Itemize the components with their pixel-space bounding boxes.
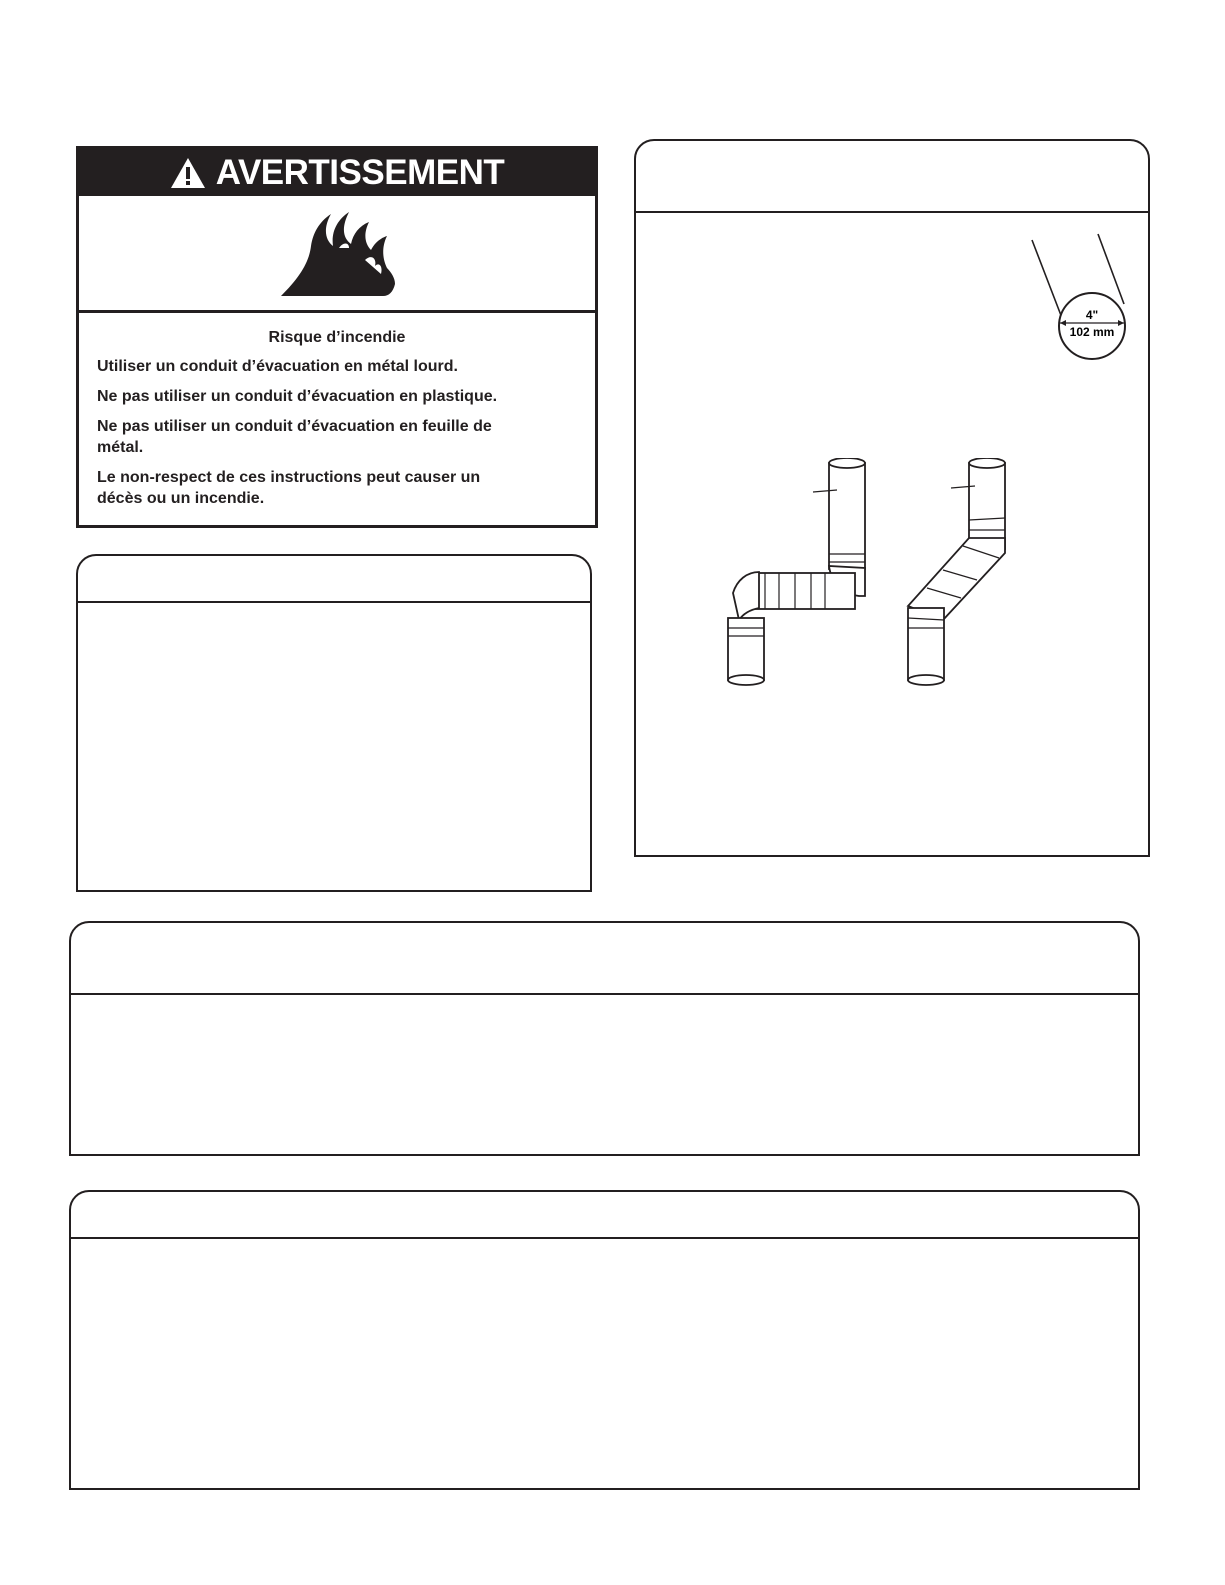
wide-panel-2 (69, 1190, 1140, 1490)
diameter-inches: 4" (1085, 308, 1099, 322)
warning-line-1: Utiliser un conduit d’évacuation en métal lourd. (97, 358, 458, 375)
warning-triangle-icon (170, 157, 206, 189)
panel-divider (636, 211, 1148, 213)
risk-title: Risque d’incendie (268, 329, 406, 346)
elbow-duct-illustration-1 (725, 458, 875, 688)
panel-divider (78, 601, 590, 603)
wide-panel-1 (69, 921, 1140, 1156)
warning-body (79, 313, 595, 525)
warning-header (79, 149, 595, 196)
panel-divider (71, 1237, 1138, 1239)
warning-box (76, 146, 598, 528)
warning-line-4: Le non-respect de ces instructions peut causer un décès ou un incendie. (97, 469, 481, 507)
warning-line-2: Ne pas utiliser un conduit d’évacuation en plastique. (97, 388, 498, 405)
diameter-mm: 102 mm (1069, 325, 1115, 339)
vent-diameter-illustration (1020, 230, 1140, 365)
left-panel (76, 554, 592, 892)
warning-title: AVERTISSEMENT (215, 153, 505, 192)
elbow-duct-illustration-2 (905, 458, 1025, 688)
panel-divider (71, 993, 1138, 995)
warning-line-3: Ne pas utiliser un conduit d’évacuation en feuille de métal. (97, 418, 492, 456)
fire-icon (279, 208, 399, 298)
fire-icon-zone (79, 196, 595, 313)
